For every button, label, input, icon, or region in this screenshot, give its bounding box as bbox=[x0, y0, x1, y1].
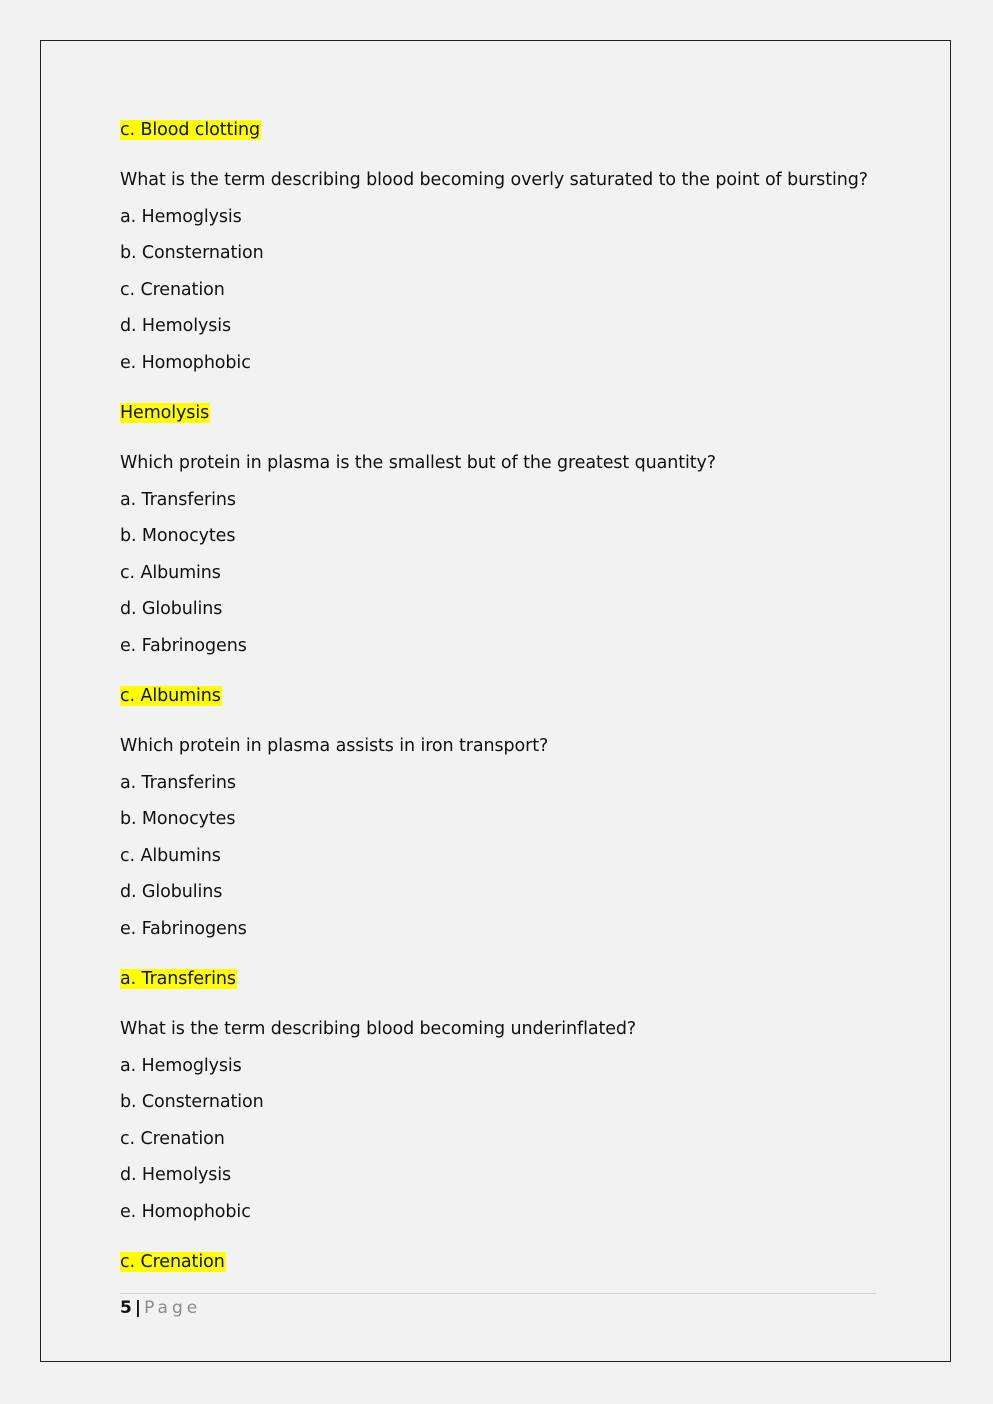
option-a: a. Transferins bbox=[120, 772, 236, 793]
page-number: 5 bbox=[120, 1298, 132, 1318]
highlighted-answer: c. Crenation bbox=[120, 1251, 225, 1272]
question-text: Which protein in plasma is the smallest but of the greatest quantity? bbox=[120, 452, 716, 473]
option-e: e. Homophobic bbox=[120, 352, 251, 373]
option-d: d. Globulins bbox=[120, 882, 223, 903]
answer-line bbox=[120, 1250, 880, 1274]
footer-separator: | bbox=[134, 1298, 142, 1318]
highlighted-answer: c. Albumins bbox=[120, 685, 221, 706]
option-c: c. Crenation bbox=[120, 279, 225, 300]
highlighted-answer: c. Blood clotting bbox=[120, 120, 260, 140]
page-content bbox=[120, 118, 880, 1274]
option-c: c. Crenation bbox=[120, 1128, 225, 1149]
option-d: d. Hemolysis bbox=[120, 316, 232, 337]
option-a: a. Hemoglysis bbox=[120, 206, 242, 227]
highlighted-answer: Hemolysis bbox=[120, 402, 210, 423]
option-c: c. Albumins bbox=[120, 845, 221, 866]
option-b: b. Monocytes bbox=[120, 809, 236, 830]
option-b: b. Monocytes bbox=[120, 526, 236, 547]
option-d: d. Globulins bbox=[120, 599, 223, 620]
option-b: b. Consternation bbox=[120, 1092, 264, 1113]
answer-line bbox=[120, 967, 880, 991]
page-label: Page bbox=[144, 1298, 202, 1318]
question-text: Which protein in plasma assists in iron transport? bbox=[120, 735, 549, 756]
answer-line bbox=[120, 684, 880, 708]
option-e: e. Fabrinogens bbox=[120, 918, 247, 939]
option-a: a. Hemoglysis bbox=[120, 1055, 242, 1076]
option-c: c. Albumins bbox=[120, 562, 221, 583]
answer-line bbox=[120, 118, 880, 142]
option-e: e. Homophobic bbox=[120, 1201, 251, 1222]
option-b: b. Consternation bbox=[120, 243, 264, 264]
option-a: a. Transferins bbox=[120, 489, 236, 510]
footer-divider bbox=[120, 1293, 876, 1294]
option-d: d. Hemolysis bbox=[120, 1165, 232, 1186]
page-footer bbox=[120, 1297, 201, 1319]
document-page bbox=[40, 40, 951, 1362]
highlighted-answer: a. Transferins bbox=[120, 968, 236, 989]
answer-line bbox=[120, 401, 880, 425]
question-text: What is the term describing blood becoming underinflated? bbox=[120, 1018, 637, 1039]
option-e: e. Fabrinogens bbox=[120, 635, 247, 656]
question-text: What is the term describing blood becoming overly saturated to the point of bursting? bbox=[120, 170, 868, 190]
